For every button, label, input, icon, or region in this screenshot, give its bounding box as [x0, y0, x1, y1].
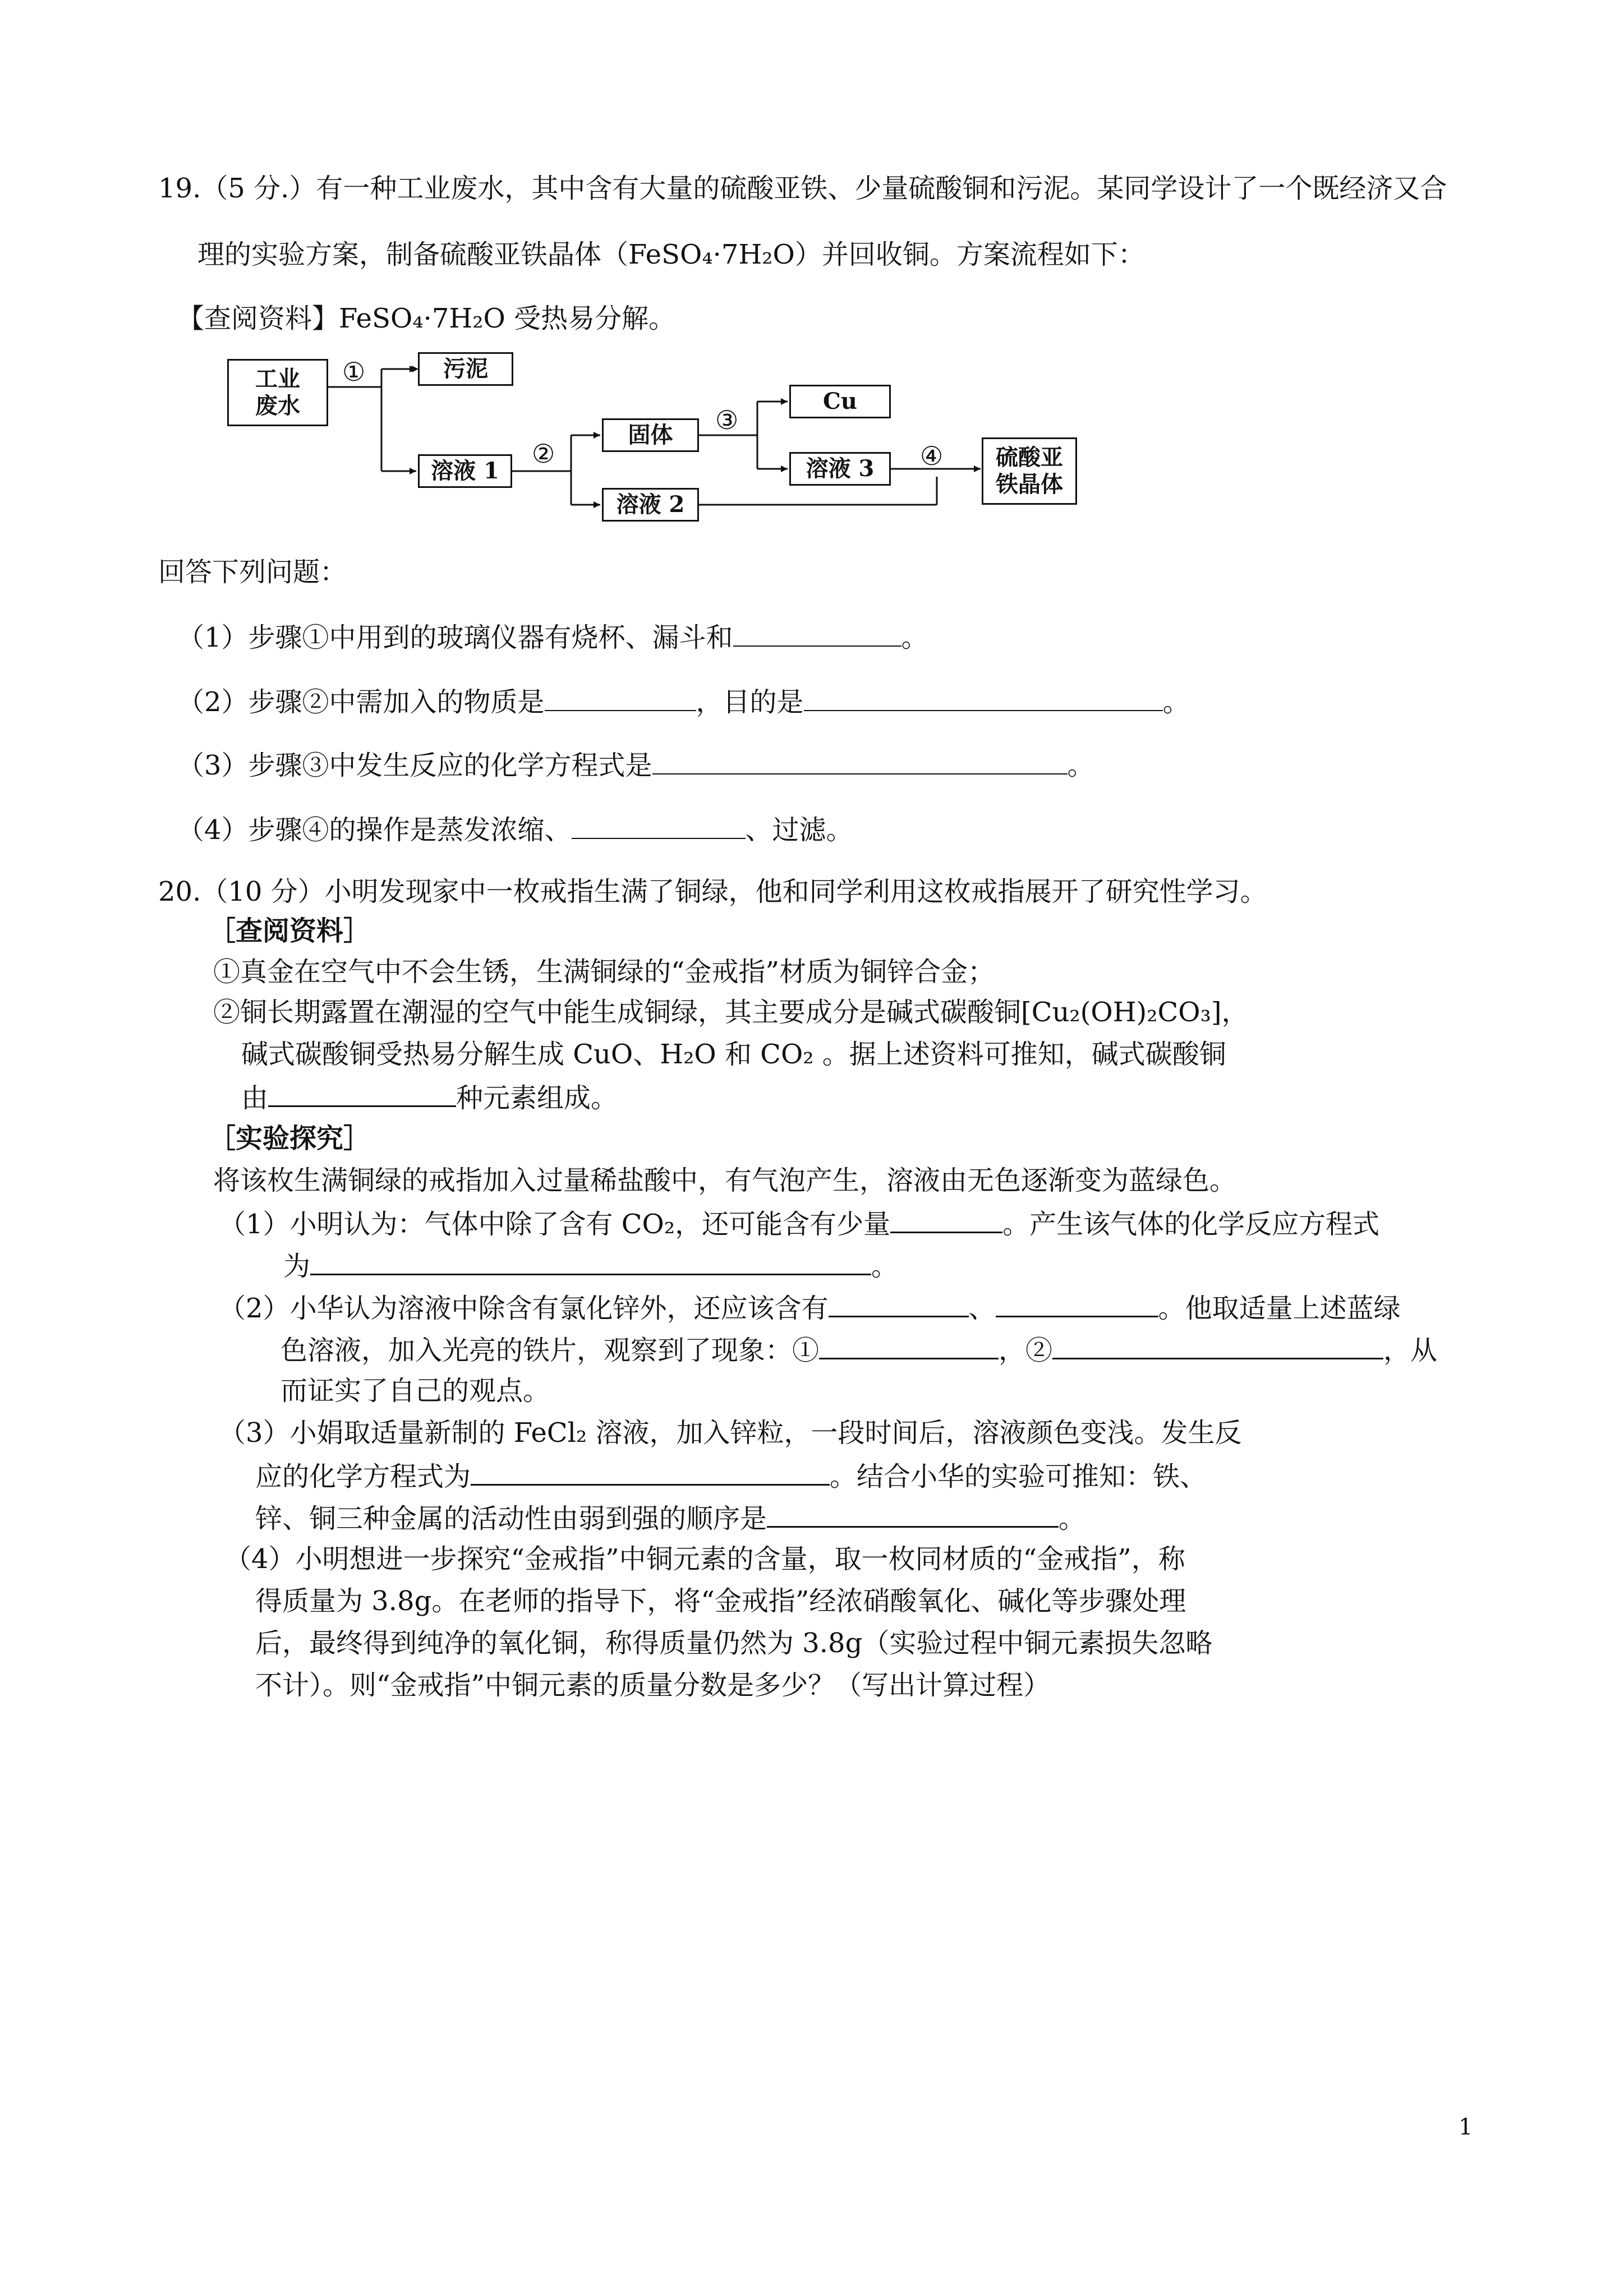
q20-reference-1: ①真金在空气中不会生锈，生满铜绿的“金戒指”材质为铜锌合金；: [213, 956, 995, 988]
q20-reference-2: ②铜长期露置在潮湿的空气中能生成铜绿，其主要成分是碱式碳酸铜[Cu₂(OH)₂CO₃]，: [213, 997, 1249, 1028]
flow-box-product-label: 硫酸亚铁晶体: [996, 444, 1063, 497]
q20-part-2-sep-2: ，②: [999, 1335, 1053, 1366]
q19-part-2-blank-substance[interactable]: [545, 684, 696, 711]
flow-box-solution-2-label: 溶液 2: [616, 491, 685, 518]
flow-box-solution-1: [418, 454, 512, 488]
q19-part-3-end: 。: [1067, 750, 1094, 781]
q20-part-2-cont: 。他取适量上述蓝绿: [1158, 1293, 1401, 1324]
q20-part-1-cont: 。产生该气体的化学反应方程式: [1002, 1209, 1380, 1240]
q20-part-3-order-text: 锌、铜三种金属的活动性由弱到强的顺序是: [255, 1503, 767, 1534]
flow-box-solution-2: [602, 488, 699, 522]
q20-reference-4-text: 由: [241, 1082, 269, 1114]
q19-line-1: 19.（5 分.）有一种工业废水，其中含有大量的硫酸亚铁、少量硫酸铜和污泥。某同学设计了一个既经济又合: [158, 173, 1447, 204]
step-4-label: ④: [920, 441, 944, 471]
q20-part-3-line-1: （3）小娟取适量新制的 FeCl₂ 溶液，加入锌粒，一段时间后，溶液颜色变浅。发生反: [219, 1417, 1242, 1449]
q19-part-2-end: 。: [1162, 686, 1190, 718]
q19-part-1-blank[interactable]: [733, 620, 901, 647]
q19-part-4-text: （4）步骤④的操作是蒸发浓缩、: [177, 814, 572, 846]
q20-part-1-text: （1）小明认为：气体中除了含有 CO₂，还可能含有少量: [219, 1209, 891, 1240]
q19-part-1-text: （1）步骤①中用到的玻璃仪器有烧杯、漏斗和: [177, 622, 733, 653]
process-flow-diagram: [224, 336, 1099, 527]
q20-part-3-line-2: [255, 1458, 1207, 1493]
flow-box-solution-3-label: 溶液 3: [806, 455, 875, 482]
q20-reference-4: [241, 1080, 618, 1115]
q20-section-experiment: ［实验探究］: [209, 1123, 371, 1154]
q19-part-4-blank[interactable]: [572, 812, 746, 839]
q20-part-3-line-3: [255, 1500, 1085, 1536]
q19-part-1: [177, 620, 928, 654]
q19-part-2: [177, 684, 1190, 719]
q19-reference-note: 【查阅资料】FeSO₄·7H₂O 受热易分解。: [177, 303, 676, 334]
q19-part-3-text: （3）步骤③中发生反应的化学方程式是: [177, 750, 652, 781]
q19-part-3-blank[interactable]: [652, 748, 1068, 774]
flow-box-product: [982, 437, 1077, 505]
q20-part-4-line-4: 不计）。则“金戒指”中铜元素的质量分数是多少？（写出计算过程）: [255, 1670, 1051, 1701]
q20-experiment-text: 将该枚生满铜绿的戒指加入过量稀盐酸中，有气泡产生，溶液由无色逐渐变为蓝绿色。: [213, 1165, 1237, 1196]
q20-part-4-line-1: （4）小明想进一步探究“金戒指”中铜元素的含量，取一枚同材质的“金戒指”，称: [224, 1543, 1185, 1575]
q20-part-1-end: 。: [871, 1251, 899, 1282]
flow-box-solution-3: [789, 452, 891, 486]
q20-part-3-order-blank[interactable]: [767, 1500, 1059, 1528]
step-1-label: ①: [342, 357, 366, 387]
flow-box-sludge: [418, 352, 513, 386]
q20-part-3-eq-text: 应的化学方程式为: [255, 1461, 471, 1492]
q20-part-2-observe: 色溶液，加入光亮的铁片，观察到了现象：①: [280, 1335, 820, 1366]
flow-box-wastewater-label: 工业废水: [255, 366, 300, 419]
q20-section-reference: ［查阅资料］: [209, 915, 371, 947]
flow-box-cu: [789, 385, 891, 418]
flow-box-solid: [602, 418, 699, 452]
q20-part-2-line-2: [280, 1332, 1437, 1367]
q20-part-1-gas-blank[interactable]: [890, 1206, 1002, 1233]
q20-part-3-cont: 。结合小华的实验可推知：铁、: [830, 1461, 1207, 1492]
flow-box-cu-label: Cu: [823, 388, 857, 414]
q20-reference-3: 碱式碳酸铜受热易分解生成 CuO、H₂O 和 CO₂ 。据上述资料可推知，碱式碳酸铜: [241, 1039, 1226, 1070]
q20-part-1-equation-blank[interactable]: [310, 1248, 871, 1275]
q20-part-2-text: （2）小华认为溶液中除含有氯化锌外，还应该含有: [219, 1293, 829, 1324]
q20-part-1-line-2: [283, 1248, 898, 1283]
q20-part-1-eq-label: 为: [283, 1251, 311, 1282]
q19-part-2-text: （2）步骤②中需加入的物质是: [177, 686, 545, 718]
flow-box-solution-1-label: 溶液 1: [431, 458, 499, 484]
q20-line-1: 20.（10 分）小明发现家中一枚戒指生满了铜绿，他和同学利用这枚戒指展开了研究性学习。: [158, 876, 1267, 907]
q20-part-2-blank-2[interactable]: [996, 1290, 1158, 1317]
q20-part-2-phenomenon-1-blank[interactable]: [819, 1332, 999, 1359]
page-number: 1: [1459, 2114, 1473, 2140]
q20-elements-blank[interactable]: [268, 1080, 456, 1107]
q20-part-2-sep: 、: [968, 1293, 996, 1324]
q20-part-3-equation-blank[interactable]: [471, 1458, 830, 1486]
q19-part-4: [177, 812, 853, 847]
step-2-label: ②: [532, 439, 555, 469]
q20-part-4-line-2: 得质量为 3.8g。在老师的指导下，将“金戒指”经浓硝酸氧化、碱化等步骤处理: [255, 1585, 1186, 1617]
q20-part-4-line-3: 后，最终得到纯净的氧化铜，称得质量仍然为 3.8g（实验过程中铜元素损失忽略: [255, 1628, 1213, 1659]
q19-part-4-end: 、过滤。: [745, 814, 853, 846]
q19-answer-intro: 回答下列问题：: [158, 556, 347, 588]
q20-part-2-blank-1[interactable]: [829, 1290, 969, 1317]
flow-box-sludge-label: 污泥: [443, 356, 488, 382]
q19-part-1-end: 。: [901, 622, 928, 653]
q20-part-2-line-1: [219, 1290, 1401, 1325]
step-3-label: ③: [715, 405, 739, 435]
q19-part-3: [177, 748, 1094, 782]
q19-line-2: 理的实验方案，制备硫酸亚铁晶体（FeSO₄·7H₂O）并回收铜。方案流程如下：: [197, 239, 1145, 270]
q20-part-3-end: 。: [1059, 1503, 1086, 1534]
q20-part-2-cont-2: ，从: [1383, 1335, 1438, 1366]
q19-part-2-blank-purpose[interactable]: [804, 684, 1163, 711]
q19-part-2-purpose: ，目的是: [696, 686, 804, 718]
flow-box-wastewater: [227, 359, 328, 426]
q20-reference-4-end: 种元素组成。: [456, 1082, 618, 1114]
q20-part-2-phenomenon-2-blank[interactable]: [1052, 1332, 1383, 1359]
q20-part-1-line-1: [219, 1206, 1379, 1241]
flow-box-solid-label: 固体: [628, 422, 673, 448]
q20-part-2-line-3: 而证实了自己的观点。: [280, 1375, 550, 1407]
